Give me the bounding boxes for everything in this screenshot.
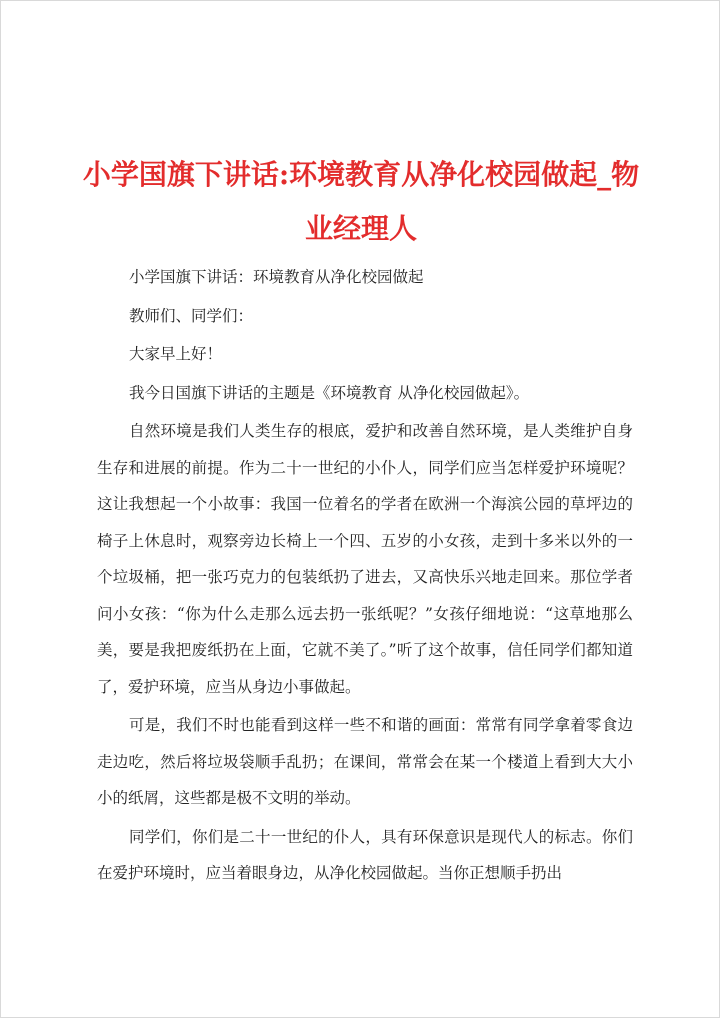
paragraph-call-to-action: 同学们，你们是二十一世纪的仆人，具有环保意识是现代人的标志。你们在爱护环境时，应当着眼身边，从净化校园做起。当你正想顺手扔出 <box>97 827 633 882</box>
document-body <box>97 259 633 894</box>
paragraph-topic: 我今日国旗下讲话的主题是《环境教育 从净化校园做起》。 <box>129 383 530 402</box>
paragraph-story: 自然环境是我们人类生存的根底，爱护和改善自然环境，是人类维护自身生存和进展的前提。作为二十一世纪的小仆人，同学们应当怎样爱护环境呢？这让我想起一个小故事：我国一位着名的学者在欧洲一个海滨公园的草坪边的椅子上休息时，观察旁边长椅上一个四、五岁的小女孩，走到十多米以外的一个垃圾桶，把一张巧克力的包装纸扔了进去，又高快乐兴地走回来。那位学者问小女孩：“你为什么走那么远去扔一张纸呢？”女孩仔细地说：“这草地那么美，要是我把废纸扔在上面，它就不美了。”听了这个故事，信任同学们都知道了，爱护环境，应当从身边小事做起。 <box>97 422 633 696</box>
document-title: 小学国旗下讲话:环境教育从净化校园做起_物业经理人 <box>82 158 640 245</box>
paragraph-problems: 可是，我们不时也能看到这样一些不和谐的画面：常常有同学拿着零食边走边吃，然后将垃圾袋顺手乱扔；在课间，常常会在某一个楼道上看到大大小小的纸屑，这些都是极不文明的举动。 <box>97 716 633 807</box>
paragraph-heading-line: 小学国旗下讲话：环境教育从净化校园做起 <box>129 268 424 286</box>
paragraph-greeting: 大家早上好！ <box>129 345 223 363</box>
paragraph-salutation: 教师们、同学们： <box>129 306 254 325</box>
